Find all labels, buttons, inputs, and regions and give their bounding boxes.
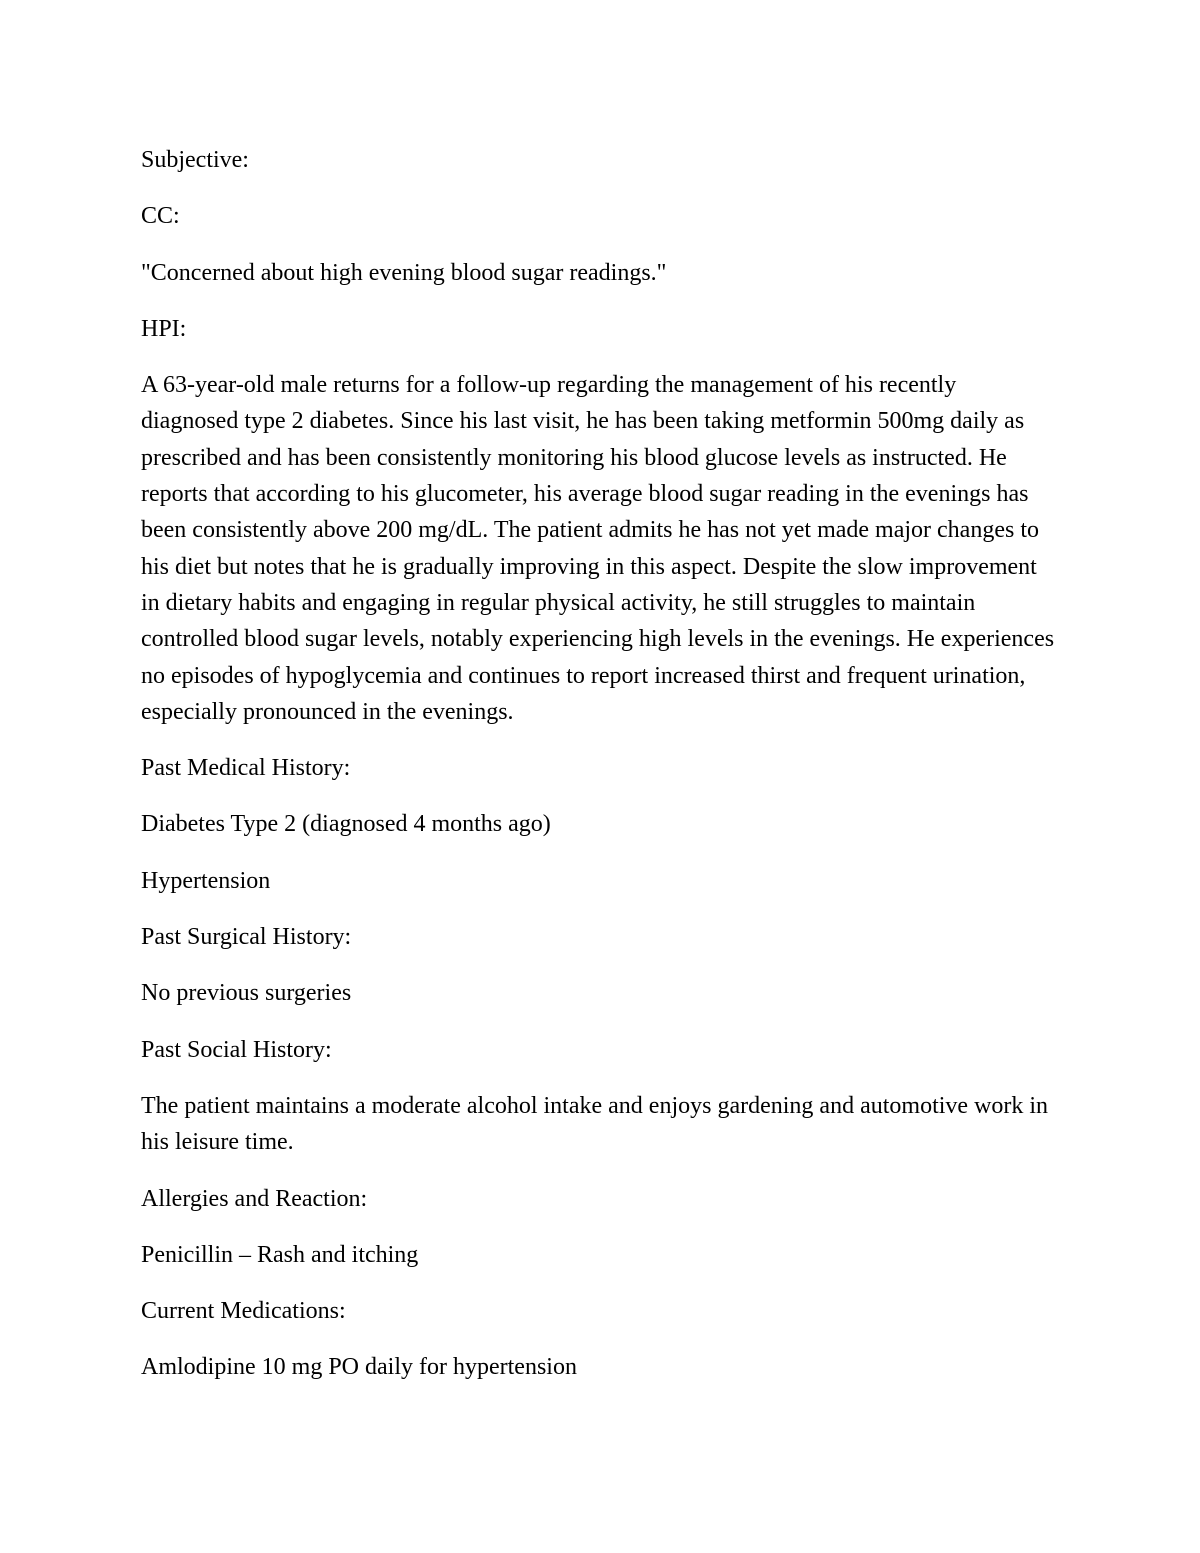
pmh-item-hypertension: Hypertension — [141, 867, 271, 894]
current-medications-text: Amlodipine 10 mg PO daily for hypertension — [141, 1354, 577, 1381]
past-medical-history-heading: Past Medical History: — [141, 755, 351, 782]
chief-complaint-text: "Concerned about high evening blood sugar readings." — [141, 259, 667, 286]
pmh-item-diabetes: Diabetes Type 2 (diagnosed 4 months ago) — [141, 811, 551, 838]
past-surgical-history-text: No previous surgeries — [141, 980, 352, 1007]
allergies-heading: Allergies and Reaction: — [141, 1185, 368, 1212]
allergies-text: Penicillin – Rash and itching — [141, 1241, 419, 1268]
hpi-heading: HPI: — [141, 315, 187, 342]
past-surgical-history-heading: Past Surgical History: — [141, 924, 352, 951]
document-body — [141, 142, 1056, 1406]
current-medications-heading: Current Medications: — [141, 1298, 346, 1325]
subjective-heading: Subjective: — [141, 147, 249, 173]
cc-heading: CC: — [141, 203, 180, 230]
hpi-text: A 63-year-old male returns for a follow-up regarding the management of his recently diagnosed type 2 diabetes. Since his last visit, he has been taking metformin 500mg daily as prescribed and has been consistently monitoring his blood glucose levels as instructed. He reports that according to his glucometer, his average blood sugar reading in the evenings has been consistently above 200 mg/dL. The patient admits he has not yet made major changes to his diet but notes that he is gradually improving in this aspect. Despite the slow improvement in dietary habits and engaging in regular physical activity, he still struggles to maintain controlled blood sugar levels, notably experiencing high levels in the evenings. He experiences no episodes of hypoglycemia and continues to report increased thirst and frequent urination, especially pronounced in the evenings. — [141, 372, 1055, 725]
past-social-history-heading: Past Social History: — [141, 1036, 332, 1063]
past-social-history-text: The patient maintains a moderate alcohol intake and enjoys gardening and automotive work in his leisure time. — [141, 1092, 1049, 1156]
